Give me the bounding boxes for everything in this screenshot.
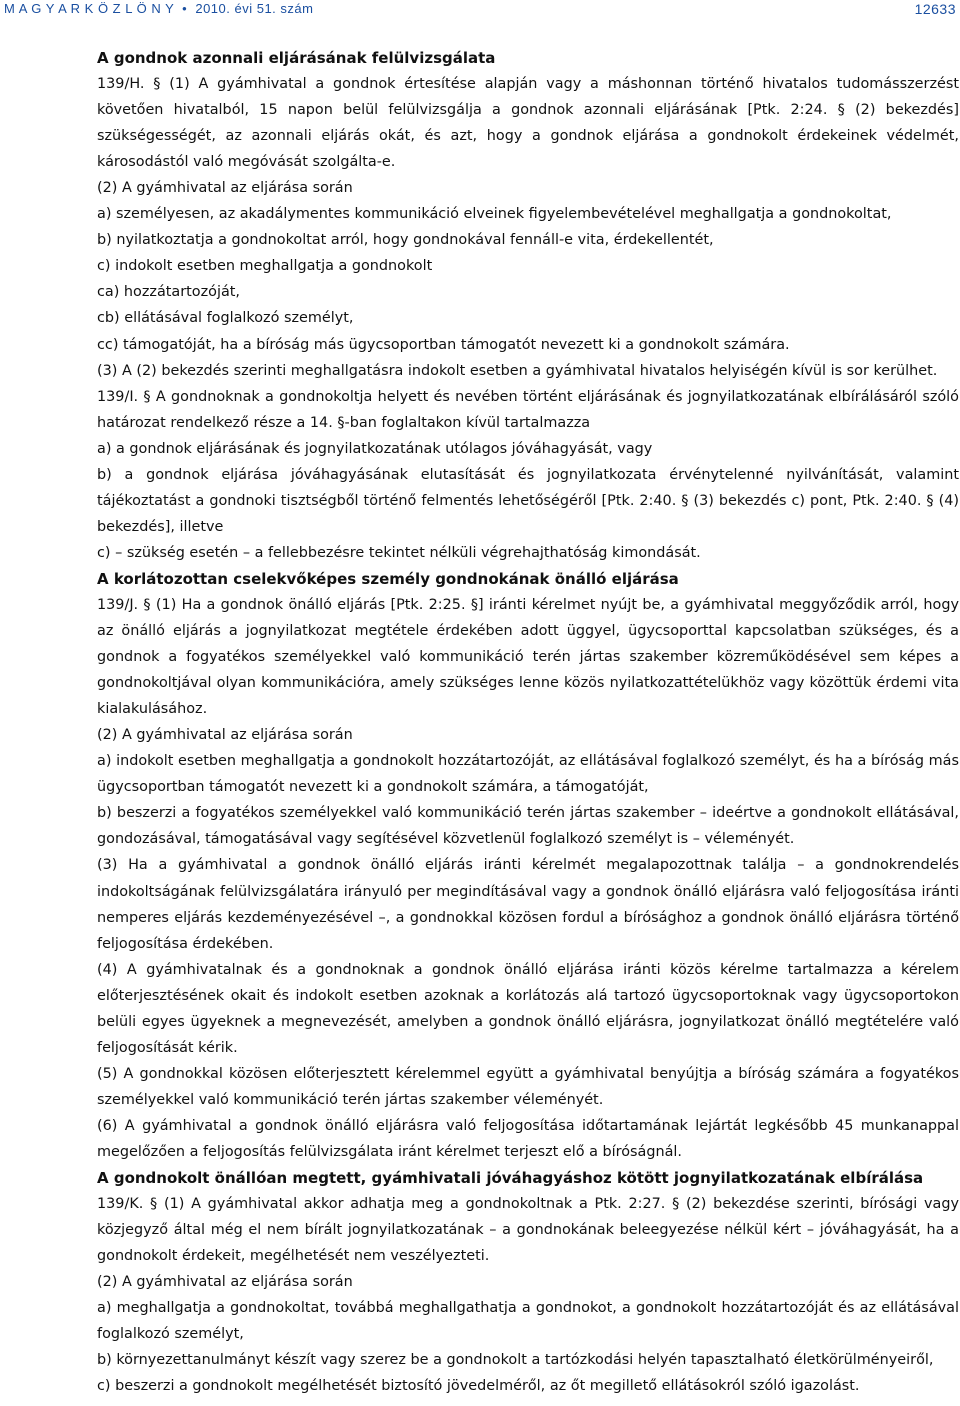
- paragraph: c) beszerzi a gondnokolt megélhetését biztosító jövedelméről, az őt megillető ellátásokról szóló igazolást.: [97, 1378, 860, 1395]
- paragraph: (2) A gyámhivatal az eljárása során: [97, 180, 353, 197]
- paragraph: a) személyesen, az akadálymentes kommunikáció elveinek figyelembevételével meghallgatja a gondnokoltat,: [97, 206, 892, 223]
- running-header: [4, 0, 956, 20]
- paragraph: (3) Ha a gyámhivatal a gondnok önálló eljárás iránti kérelmét megalapozottnak találja – a gondnokrendelés indokoltságának felülvizsgálatára irányuló per megindításával vagy a gondnok önálló eljárásra való feljogosítása iránti nemperes eljárás kezdeményezésével –, a gondnokkal közösen fordul a bírósághoz a gondnok önálló eljárásra történő feljogosítása érdekében.: [97, 857, 959, 952]
- paragraph: b) a gondnok eljárása jóváhagyásának elutasítását és jognyilatkozata érvénytelenné nyilvánítását, valamint tájékoztatást a gondnoki tisztségből történő felmentés lehetőségéről [Ptk. 2:40. § (3) bekezdés c) pont, Ptk. 2:40. § (4) bekezdés], illetve: [97, 466, 959, 535]
- journal-title: M A G Y A R K Ö Z L Ö N Y: [4, 1, 175, 16]
- paragraph: b) nyilatkoztatja a gondnokoltat arról, hogy gondnokával fennáll-e vita, érdekellentét,: [97, 232, 714, 249]
- paragraph: 139/H. § (1) A gyámhivatal a gondnok értesítése alapján vagy a máshonnan történő hivatalos tudomásszerzést követően hivatalból, 15 napon belül felülvizsgálja a gondnok azonnali eljárásának [Ptk. 2:24. § (2) bekezdés] szükségességét, az azonnali eljárás okát, és azt, hogy a gondnok eljárása a gondnokolt érdekeinek védelmét, károsodástól való megóvását szolgálta-e.: [97, 76, 959, 171]
- issue-number: 2010. évi 51. szám: [195, 1, 314, 16]
- paragraph: a) indokolt esetben meghallgatja a gondnokolt hozzátartozóját, az ellátásával foglalkozó személyt, és ha a bíróság más ügycsoportban támogatót nevezett ki a gondnokolt számára, a támogatóját,: [97, 753, 959, 796]
- document-body: [97, 45, 959, 1399]
- paragraph: (2) A gyámhivatal az eljárása során: [97, 727, 353, 744]
- paragraph: b) környezettanulmányt készít vagy szerez be a gondnokolt a tartózkodási helyén tapasztalható életkörülményeiről,: [97, 1352, 934, 1369]
- header-bullet: •: [182, 1, 188, 16]
- paragraph: 139/I. § A gondnoknak a gondnokoltja helyett és nevében történt eljárásának és jognyilatkozatának elbírálásáról szóló határozat rendelkező része a 14. §-ban foglaltakon kívül tartalmazza: [97, 388, 959, 431]
- paragraph: (2) A gyámhivatal az eljárása során: [97, 1274, 353, 1291]
- paragraph: a) meghallgatja a gondnokoltat, továbbá meghallgathatja a gondnokot, a gondnokolt hozzátartozóját és az ellátásával foglalkozó személyt,: [97, 1300, 959, 1343]
- section-heading: A gondnok azonnali eljárásának felülvizsgálata: [97, 49, 496, 67]
- header-left: [4, 1, 313, 16]
- paragraph: cc) támogatóját, ha a bíróság más ügycsoportban támogatót nevezett ki a gondnokolt számára.: [97, 336, 790, 353]
- paragraph: c) indokolt esetben meghallgatja a gondnokolt: [97, 258, 433, 275]
- paragraph: 139/J. § (1) Ha a gondnok önálló eljárás [Ptk. 2:25. §] iránti kérelmet nyújt be, a gyámhivatal meggyőződik arról, hogy az önálló eljárás a jognyilatkozat megtétele érdekében adott üggyel, ügycsoporttal kapcsolatban szükséges, és a gondnok a fogyatékos személyekkel való kommunikáció terén jártas szakember közreműködésével sem képes a gondnokoltjával olyan kommunikációra, amely szükséges lenne közös nyilatkozattételükhöz vagy közöttük érdemi vita kialakulásához.: [97, 596, 959, 718]
- section-heading: A korlátozottan cselekvőképes személy gondnokának önálló eljárása: [97, 569, 679, 588]
- page-number: 12633: [914, 1, 956, 17]
- paragraph: (6) A gyámhivatal a gondnok önálló eljárásra való feljogosítása időtartamának lejártát legkésőbb 45 munkanappal megelőzően a feljogosítás felülvizsgálata iránt kérelmet terjeszt elő a bíróságnál.: [97, 1117, 959, 1160]
- section-heading: A gondnokolt önállóan megtett, gyámhivatali jóváhagyáshoz kötött jognyilatkozatának elbírálása: [97, 1169, 924, 1188]
- paragraph: (4) A gyámhivatalnak és a gondnoknak a gondnok önálló eljárása iránti közös kérelme tartalmazza a kérelem előterjesztésének okait és indokolt esetben azoknak a korlátozás alá tartozó ügycsoportoknak vagy ügycsoportokon belüli egyes ügyeknek a megnevezését, amelyben a gondnok önálló eljárásra, jognyilatkozat önálló megtételére való feljogosítását kérik.: [97, 961, 959, 1056]
- paragraph: ca) hozzátartozóját,: [97, 284, 240, 301]
- paragraph: a) a gondnok eljárásának és jognyilatkozatának utólagos jóváhagyását, vagy: [97, 440, 653, 457]
- paragraph: (5) A gondnokkal közösen előterjesztett kérelemmel együtt a gyámhivatal benyújtja a bíróság számára a fogyatékos személyekkel való kommunikáció terén jártas szakember véleményét.: [97, 1065, 959, 1108]
- paragraph: 139/K. § (1) A gyámhivatal akkor adhatja meg a gondnokoltnak a Ptk. 2:27. § (2) bekezdése szerinti, bírósági vagy közjegyző által még el nem bírált jognyilatkozatának – a gondnokának beleegyezése nélkül kért – jóváhagyását, ha a gondnokolt érdekeit, megélhetését nem veszélyezteti.: [97, 1196, 959, 1265]
- paragraph: (3) A (2) bekezdés szerinti meghallgatásra indokolt esetben a gyámhivatal hivatalos helyiségén kívül is sor kerülhet.: [97, 362, 938, 379]
- paragraph: c) – szükség esetén – a fellebbezésre tekintet nélküli végrehajthatóság kimondását.: [97, 544, 701, 561]
- paragraph: cb) ellátásával foglalkozó személyt,: [97, 310, 354, 327]
- paragraph: b) beszerzi a fogyatékos személyekkel való kommunikáció terén jártas szakember – ideértve a gondnokolt ellátásával, gondozásával, támogatásával vagy segítésével közvetlenül foglalkozó személyt is – véleményét.: [97, 805, 959, 848]
